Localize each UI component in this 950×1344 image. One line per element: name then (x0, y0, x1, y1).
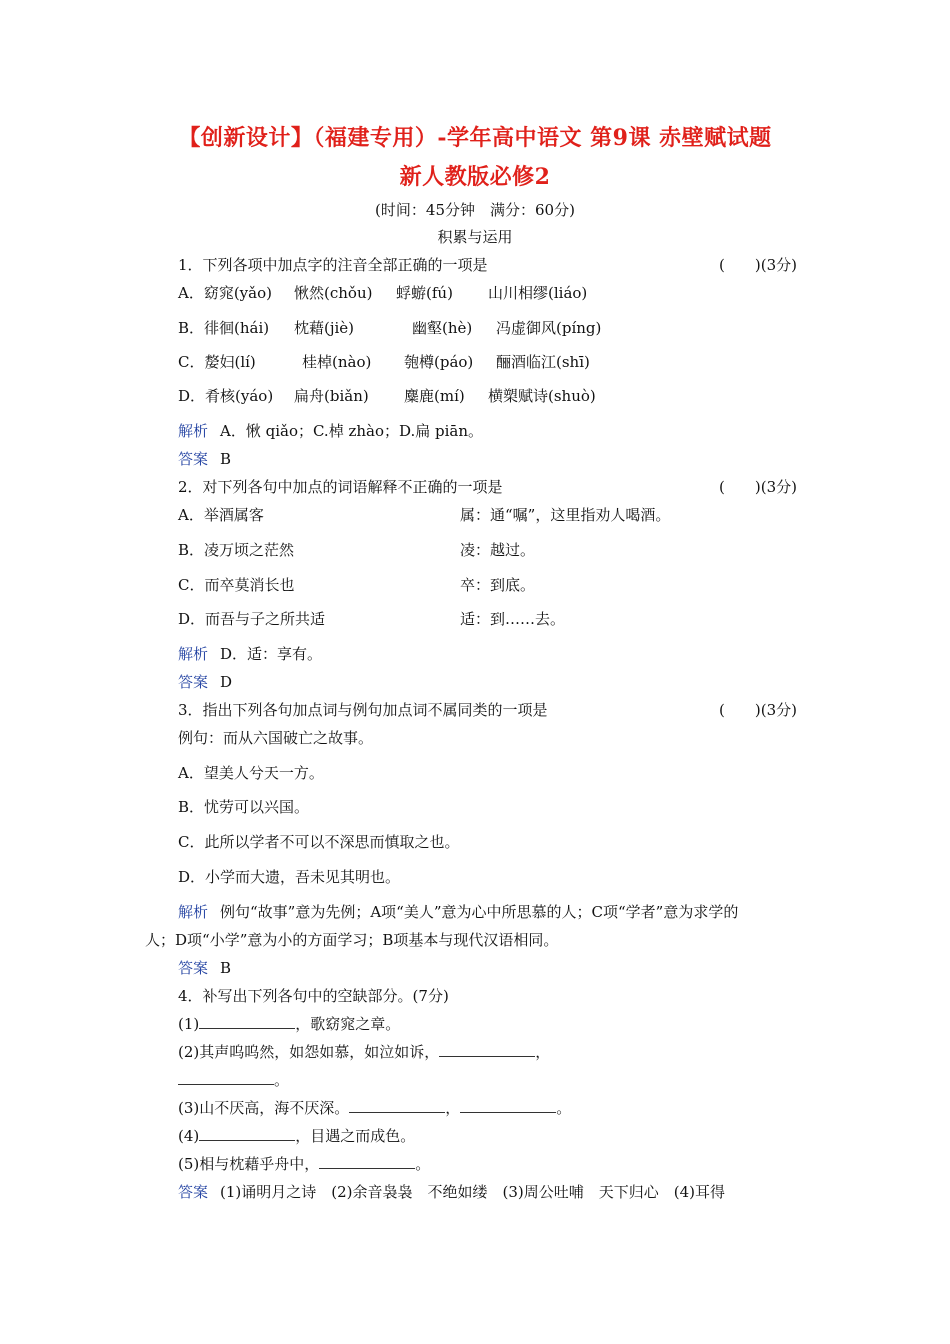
answer-label: 答案 (178, 450, 209, 468)
q4-answer (178, 1182, 725, 1202)
q1-option-b-3: 幽壑(hè) (412, 319, 473, 337)
q4-item-2-period: 。 (274, 1071, 290, 1089)
q1-analysis-text: A．愀 qiǎo；C.棹 zhào；D.扁 piān。 (220, 422, 484, 440)
q2-option-a: A．举酒属客 (178, 506, 264, 524)
q3-stem: 3．指出下列各句加点词与例句加点词不属同类的一项是 (178, 701, 548, 719)
time-info: (时间：45分钟 满分：60分) (375, 201, 575, 219)
q3-analysis-text-2: 人；D项“小学”意为小的方面学习；B项基本与现代汉语相同。 (145, 931, 559, 949)
q4-blank-2[interactable] (439, 1042, 535, 1057)
q1-option-d-4: 横槊赋诗(shuò) (488, 387, 596, 405)
q4-item-3-comma: ， (445, 1099, 461, 1117)
q4-blank-5[interactable] (460, 1098, 556, 1113)
q2-option-d: D．而吾与子之所共适 (178, 610, 326, 628)
q3-analysis (178, 902, 738, 922)
q2-option-d-gloss: 适：到……去。 (460, 610, 566, 628)
q2-option-a-gloss: 属：通“嘱”，这里指劝人喝酒。 (460, 506, 671, 524)
q1-score: ( )(3分) (719, 256, 797, 274)
q1-option-d-3: 麋鹿(mí) (404, 387, 465, 405)
q2-answer-text: D (220, 673, 233, 691)
q4-item-1 (178, 1014, 400, 1034)
q1-option-c-3: 匏樽(páo) (404, 353, 474, 371)
q1-answer (178, 449, 231, 469)
q1-option-c-4: 酾酒临江(shī) (496, 353, 590, 371)
q3-answer (178, 958, 231, 978)
q2-option-c: C．而卒莫消长也 (178, 576, 295, 594)
q1-option-a-4: 山川相缪(liáo) (488, 284, 588, 302)
q1-option-a-3: 蜉蝣(fú) (396, 284, 453, 302)
analysis-label: 解析 (178, 645, 209, 663)
q3-analysis-text-1: 例句“故事”意为先例；A项“美人”意为心中所思慕的人；C项“学者”意为求学的 (220, 903, 739, 921)
analysis-label: 解析 (178, 422, 209, 440)
q4-item-5-text: (5)相与枕藉乎舟中， (178, 1155, 320, 1173)
q4-item-2-text: (2)其声呜呜然，如怨如慕，如泣如诉， (178, 1043, 440, 1061)
q1-answer-text: B (220, 450, 232, 468)
document-title-line2: 新人教版必修2 (399, 164, 551, 190)
q4-stem: 4．补写出下列各句中的空缺部分。(7分) (178, 987, 449, 1005)
q3-answer-text: B (220, 959, 232, 977)
q4-item-5 (178, 1154, 430, 1174)
q4-item-1-prefix: (1) (178, 1015, 200, 1033)
q4-blank-3[interactable] (178, 1070, 274, 1085)
q2-stem: 2．对下列各句中加点的词语解释不正确的一项是 (178, 478, 503, 496)
q2-analysis-text: D．适：享有。 (220, 645, 323, 663)
q4-item-4-text: ，目遇之而成色。 (295, 1127, 416, 1145)
q1-option-b-2: 枕藉(jiè) (294, 319, 355, 337)
q1-option-a-2: 愀然(chǒu) (294, 284, 373, 302)
q3-option-c: C．此所以学者不可以不深思而慎取之也。 (178, 833, 460, 851)
q3-score: ( )(3分) (719, 701, 797, 719)
q1-option-d-1: D．肴核(yáo) (178, 387, 274, 405)
q4-item-1-text: ，歌窈窕之章。 (295, 1015, 401, 1033)
document-title-line1: 【创新设计】（福建专用）-学年高中语文 第9课 赤壁赋试题 (178, 125, 772, 151)
q3-option-b: B．忧劳可以兴国。 (178, 798, 310, 816)
q4-item-3-text: (3)山不厌高，海不厌深。 (178, 1099, 350, 1117)
q3-option-a: A．望美人兮天一方。 (178, 764, 324, 782)
q2-option-c-gloss: 卒：到底。 (460, 576, 536, 594)
q4-blank-7[interactable] (319, 1154, 415, 1169)
q2-analysis (178, 644, 322, 664)
q1-option-b-1: B．徘徊(hái) (178, 319, 270, 337)
answer-label: 答案 (178, 673, 209, 691)
q1-analysis (178, 421, 483, 441)
q4-answer-text: (1)诵明月之诗 (2)余音袅袅 不绝如缕 (3)周公吐哺 天下归心 (4)耳得 (220, 1183, 726, 1201)
q4-item-2-comma: ， (535, 1043, 551, 1061)
q1-option-d-2: 扁舟(biǎn) (294, 387, 369, 405)
q4-blank-4[interactable] (349, 1098, 445, 1113)
answer-label: 答案 (178, 959, 209, 977)
q1-option-c-1: C．嫠妇(lí) (178, 353, 256, 371)
section-heading: 积累与运用 (437, 228, 513, 246)
q4-item-3 (178, 1098, 571, 1118)
q2-option-b-gloss: 凌：越过。 (460, 541, 536, 559)
q4-item-2-cont (178, 1070, 289, 1090)
q2-option-b: B．凌万顷之茫然 (178, 541, 295, 559)
q4-blank-6[interactable] (199, 1126, 295, 1141)
answer-label: 答案 (178, 1183, 209, 1201)
q4-item-4-prefix: (4) (178, 1127, 200, 1145)
q3-example: 例句：而从六国破亡之故事。 (178, 729, 374, 747)
q4-blank-1[interactable] (199, 1014, 295, 1029)
q1-option-b-4: 冯虚御风(píng) (496, 319, 602, 337)
q4-item-4 (178, 1126, 415, 1146)
q1-option-c-2: 桂棹(nào) (302, 353, 372, 371)
q1-option-a-1: A．窈窕(yǎo) (178, 284, 272, 302)
q4-item-3-period: 。 (556, 1099, 572, 1117)
q3-option-d: D．小学而大遗，吾未见其明也。 (178, 868, 401, 886)
q2-score: ( )(3分) (719, 478, 797, 496)
q4-item-2 (178, 1042, 550, 1062)
analysis-label: 解析 (178, 903, 209, 921)
q2-answer (178, 672, 232, 692)
q4-item-5-period: 。 (415, 1155, 431, 1173)
q1-stem: 1．下列各项中加点字的注音全部正确的一项是 (178, 256, 488, 274)
